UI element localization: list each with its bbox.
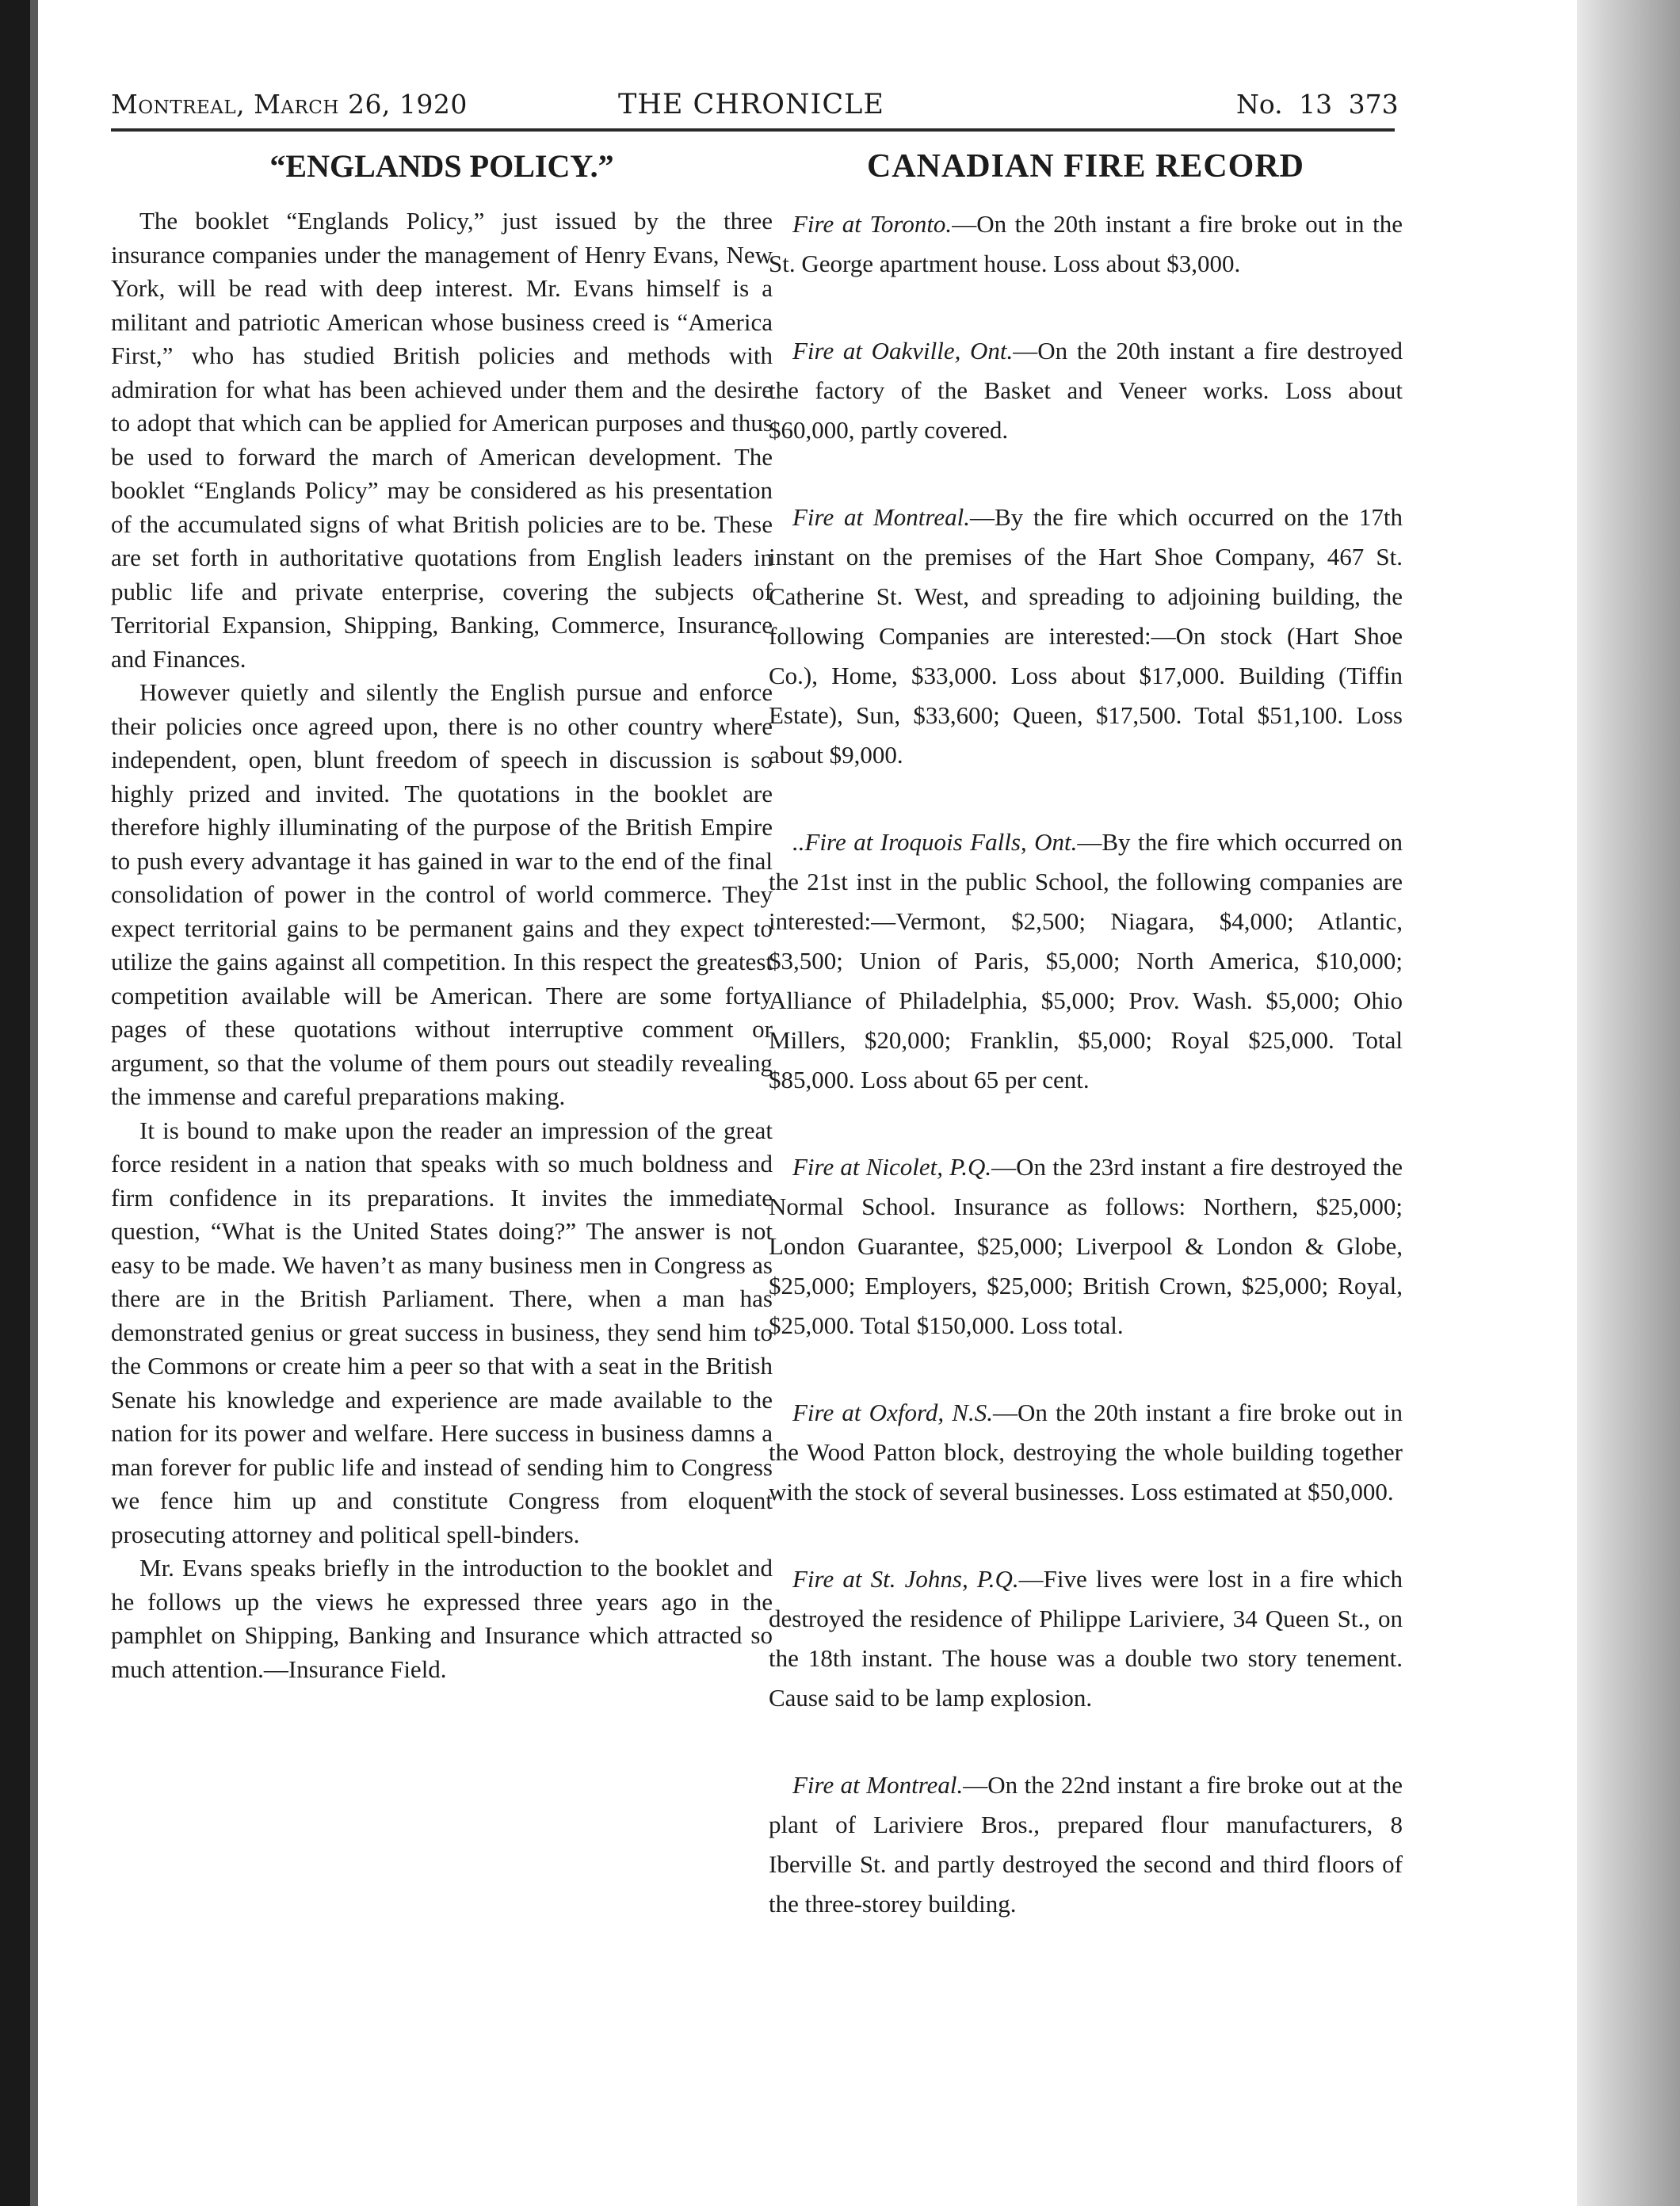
fire-entry-heading: ..Fire at Iroquois Falls, Ont. xyxy=(792,828,1078,856)
fire-entry-heading: Fire at St. Johns, P.Q. xyxy=(792,1565,1019,1593)
article-paragraph: Mr. Evans speaks briefly in the introduction to the booklet and he follows up the views he expressed three years ago in the pamphlet on Shipping, Banking and Insurance which attracted so much attention.—Insurance Field. xyxy=(111,1554,773,1683)
fire-entry-heading: Fire at Toronto. xyxy=(792,210,953,238)
article-title: “ENGLANDS POLICY.” xyxy=(269,148,614,184)
canadian-fire-record xyxy=(769,143,1403,1971)
fire-entry-heading: Fire at Montreal. xyxy=(792,503,970,531)
running-head-date: Montreal, March 26, 1920 xyxy=(111,89,468,120)
fire-entry-heading: Fire at Montreal. xyxy=(792,1771,964,1799)
fire-entry xyxy=(769,498,1403,775)
binding-shadow-left xyxy=(0,0,30,2206)
fire-entry xyxy=(769,1393,1403,1512)
article-paragraph: It is bound to make upon the reader an impression of the great force resident in a nation that speaks with so much boldness and firm confidence in its preparations. It invites the immediate question, “What is the United States doing?” The answer is not easy to be made. We haven’t as many business men in Congress as there are in the British Parliament. There, when a man has demonstrated genius or great success in business, they send him to the Commons or create him a peer so that with a seat in the British Senate his knowledge and experience are made available to the nation for its power and welfare. Here success in business damns a man forever for public life and instead of sending him to Congress we fence him up and constitute Congress from eloquent prosecuting attorney and political spell-binders. xyxy=(111,1116,773,1548)
fire-entry-body: —By the fire which occurred on the 21st inst in the public School, the following companies are interested:—Vermont, $2,500; Niagara, $4,000; Atlantic, $3,500; Union of Paris, $5,000; North America, $10,000; Alliance of Philadelphia, $5,000; Prov. Wash. $5,000; Ohio Millers, $20,000; Franklin, $5,000; Royal $25,000. Total $85,000. Loss about 65 per cent. xyxy=(769,828,1403,1093)
fire-entry-heading: Fire at Oakville, Ont. xyxy=(792,337,1014,364)
fire-entry xyxy=(769,204,1403,284)
fire-entry xyxy=(769,1147,1403,1345)
fire-entry-body: —On the 22nd instant a fire broke out at the plant of Lariviere Bros., prepared flour manufacturers, 8 Iberville St. and partly destroyed the second and third floors of the three-storey building. xyxy=(769,1771,1403,1918)
section-title: CANADIAN FIRE RECORD xyxy=(866,148,1304,185)
fire-entry-heading: Fire at Oxford, N.S. xyxy=(792,1399,993,1426)
fire-entry-body: —On the 20th instant a fire broke out in the Wood Patton block, destroying the whole building together with the stock of several businesses. Loss estimated at $50,000. xyxy=(769,1399,1403,1506)
fire-entry-body: —On the 20th instant a fire destroyed the factory of the Basket and Veneer works. Loss about $60,000, partly covered. xyxy=(769,337,1403,444)
page-edges-right xyxy=(1577,0,1680,2206)
running-head-page-number: No. 13 373 xyxy=(1236,89,1399,120)
article-englands-policy xyxy=(111,143,773,1686)
header-rule xyxy=(111,128,1395,132)
binding-edge-left xyxy=(30,0,38,2206)
fire-entry xyxy=(769,822,1403,1100)
fire-entry xyxy=(769,1559,1403,1718)
fire-entry-body: —By the fire which occurred on the 17th instant on the premises of the Hart Shoe Company, 467 St. Catherine St. West, and spreading to adjoining building, the following Companies are interested:—On stock (Hart Shoe Co.), Home, $33,000. Loss about $17,000. Building (Tiffin Estate), Sun, $33,600; Queen, $17,500. Total $51,100. Loss about $9,000. xyxy=(769,503,1403,769)
fire-entry-body: —On the 20th instant a fire broke out in the St. George apartment house. Loss about $3,000. xyxy=(769,210,1403,277)
running-head-title: THE CHRONICLE xyxy=(618,89,884,120)
fire-entry xyxy=(769,1765,1403,1924)
fire-entry xyxy=(769,331,1403,450)
article-paragraph: The booklet “Englands Policy,” just issued by the three insurance companies under the management of Henry Evans, New York, will be read with deep interest. Mr. Evans himself is a militant and patriotic American whose business creed is “America First,” who has studied British policies and methods with admiration for what has been achieved under them and the desire to adopt that which can be applied for American purposes and thus be used to forward the march of American development. The booklet “Englands Policy” may be considered as his presentation of the accumulated signs of what British policies are to be. These are set forth in authoritative quotations from English leaders in public life and private enterprise, covering the subjects of Territorial Expansion, Shipping, Banking, Commerce, Insurance and Finances. xyxy=(111,207,773,673)
fire-entry-body: —On the 23rd instant a fire destroyed the Normal School. Insurance as follows: Northern, $25,000; London Guarantee, $25,000; Liverpool & London & Globe, $25,000; Employers, $25,000; British Crown, $25,000; Royal, $25,000. Total $150,000. Loss total. xyxy=(769,1153,1403,1339)
article-paragraph: However quietly and silently the English pursue and enforce their policies once agreed upon, there is no other country where independent, open, blunt freedom of speech in discussion is so highly prized and invited. The quotations in the booklet are therefore highly illuminating of the purpose of the British Empire to push every advantage it has gained in war to the end of the final consolidation of power in the control of world commerce. They expect territorial gains to be permanent gains and they expect to utilize the gains against all competition. In this respect the greatest competition available will be American. There are some forty pages of these quotations without interruptive comment or argument, so that the volume of them pours out steadily revealing the immense and careful preparations making. xyxy=(111,678,773,1110)
fire-entry-body: —Five lives were lost in a fire which destroyed the residence of Philippe Lariviere, 34 Queen St., on the 18th instant. The house was a double two story tenement. Cause said to be lamp explosion. xyxy=(769,1565,1403,1712)
fire-entry-heading: Fire at Nicolet, P.Q. xyxy=(792,1153,992,1181)
